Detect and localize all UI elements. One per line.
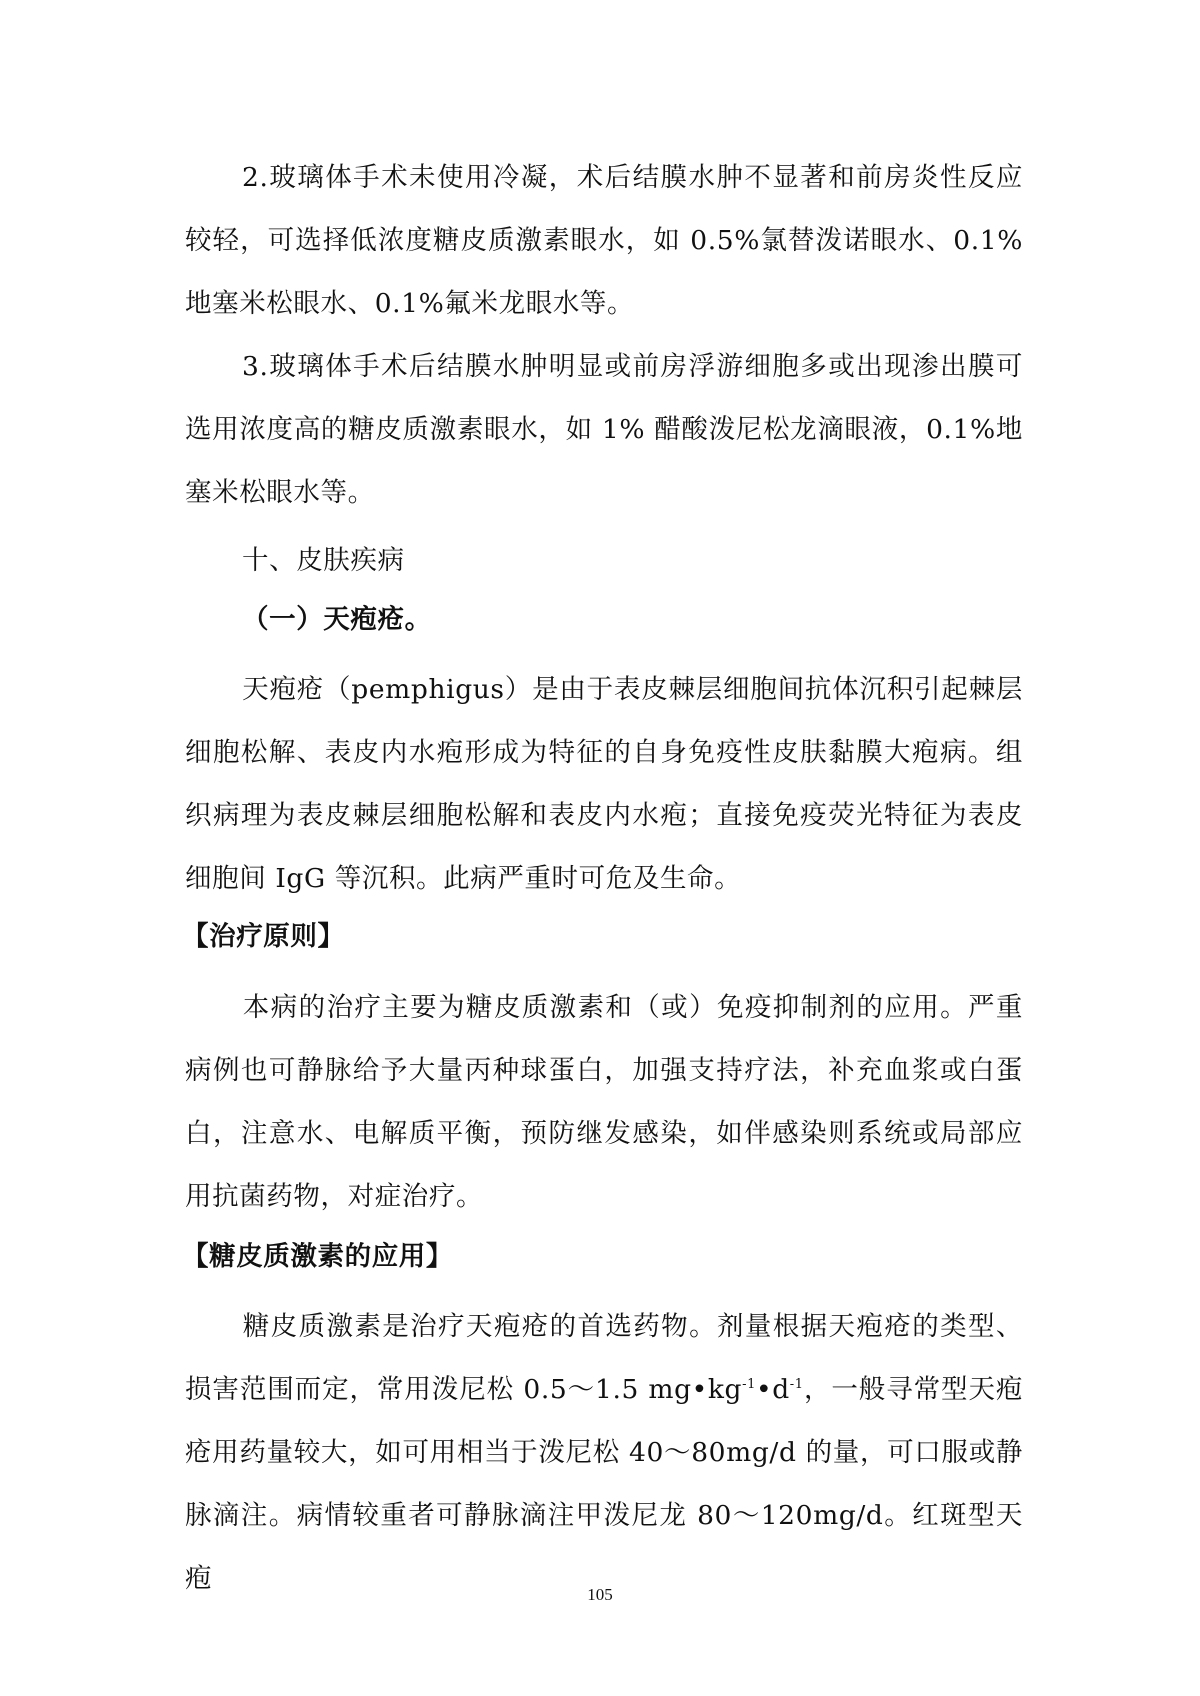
paragraph-pemphigus-definition: [185, 658, 1023, 910]
paragraph-text: ，一般寻常型天疱疮用药量较大，如可用相当于泼尼松 40～80mg/d 的量，可口服或静脉滴注。病情较重者可静脉滴注甲泼尼龙 80～120mg/d。红斑型天疱: [185, 1374, 1023, 1594]
superscript: -1: [742, 1377, 756, 1393]
paragraph-treatment: [185, 976, 1023, 1228]
heading-treatment-principle: 【治疗原则】: [182, 921, 345, 952]
heading-steroid-use: 【糖皮质激素的应用】: [182, 1241, 453, 1272]
subsection-heading: （一）天疱疮。: [242, 604, 432, 635]
paragraph-vitreous-2: [185, 146, 1023, 335]
paragraph-text: 本病的治疗主要为糖皮质激素和（或）免疫抑制剂的应用。严重病例也可静脉给予大量丙种球蛋白，加强支持疗法，补充血浆或白蛋白，注意水、电解质平衡，预防继发感染，如伴感染则系统或局部应用抗菌药物，对症治疗。: [185, 992, 1023, 1212]
paragraph-text: 3.玻璃体手术后结膜水肿明显或前房浮游细胞多或出现渗出膜可选用浓度高的糖皮质激素眼水，如 1% 醋酸泼尼松龙滴眼液，0.1%地塞米松眼水等。: [185, 351, 1023, 508]
paragraph-steroid: [185, 1295, 1023, 1610]
superscript: -1: [789, 1377, 804, 1393]
page-number: 105: [587, 1585, 613, 1604]
paragraph-text: •d: [755, 1374, 790, 1405]
paragraph-text: 糖皮质激素是治疗天疱疮的首选药物。剂量根据天疱疮的类型、损害范围而定，常用泼尼松 0.5～1.5 mg•kg: [185, 1311, 1023, 1405]
section-heading: 十、皮肤疾病: [242, 545, 405, 576]
paragraph-text: 天疱疮（pemphigus）是由于表皮棘层细胞间抗体沉积引起棘层细胞松解、表皮内水疱形成为特征的自身免疫性皮肤黏膜大疱病。组织病理为表皮棘层细胞松解和表皮内水疱；直接免疫荧光特征为表皮细胞间 IgG 等沉积。此病严重时可危及生命。: [185, 674, 1023, 894]
paragraph-text: 2.玻璃体手术未使用冷凝，术后结膜水肿不显著和前房炎性反应较轻，可选择低浓度糖皮质激素眼水，如 0.5%氯替泼诺眼水、0.1%地塞米松眼水、0.1%氟米龙眼水等。: [185, 162, 1023, 319]
paragraph-vitreous-3: [185, 335, 1023, 524]
